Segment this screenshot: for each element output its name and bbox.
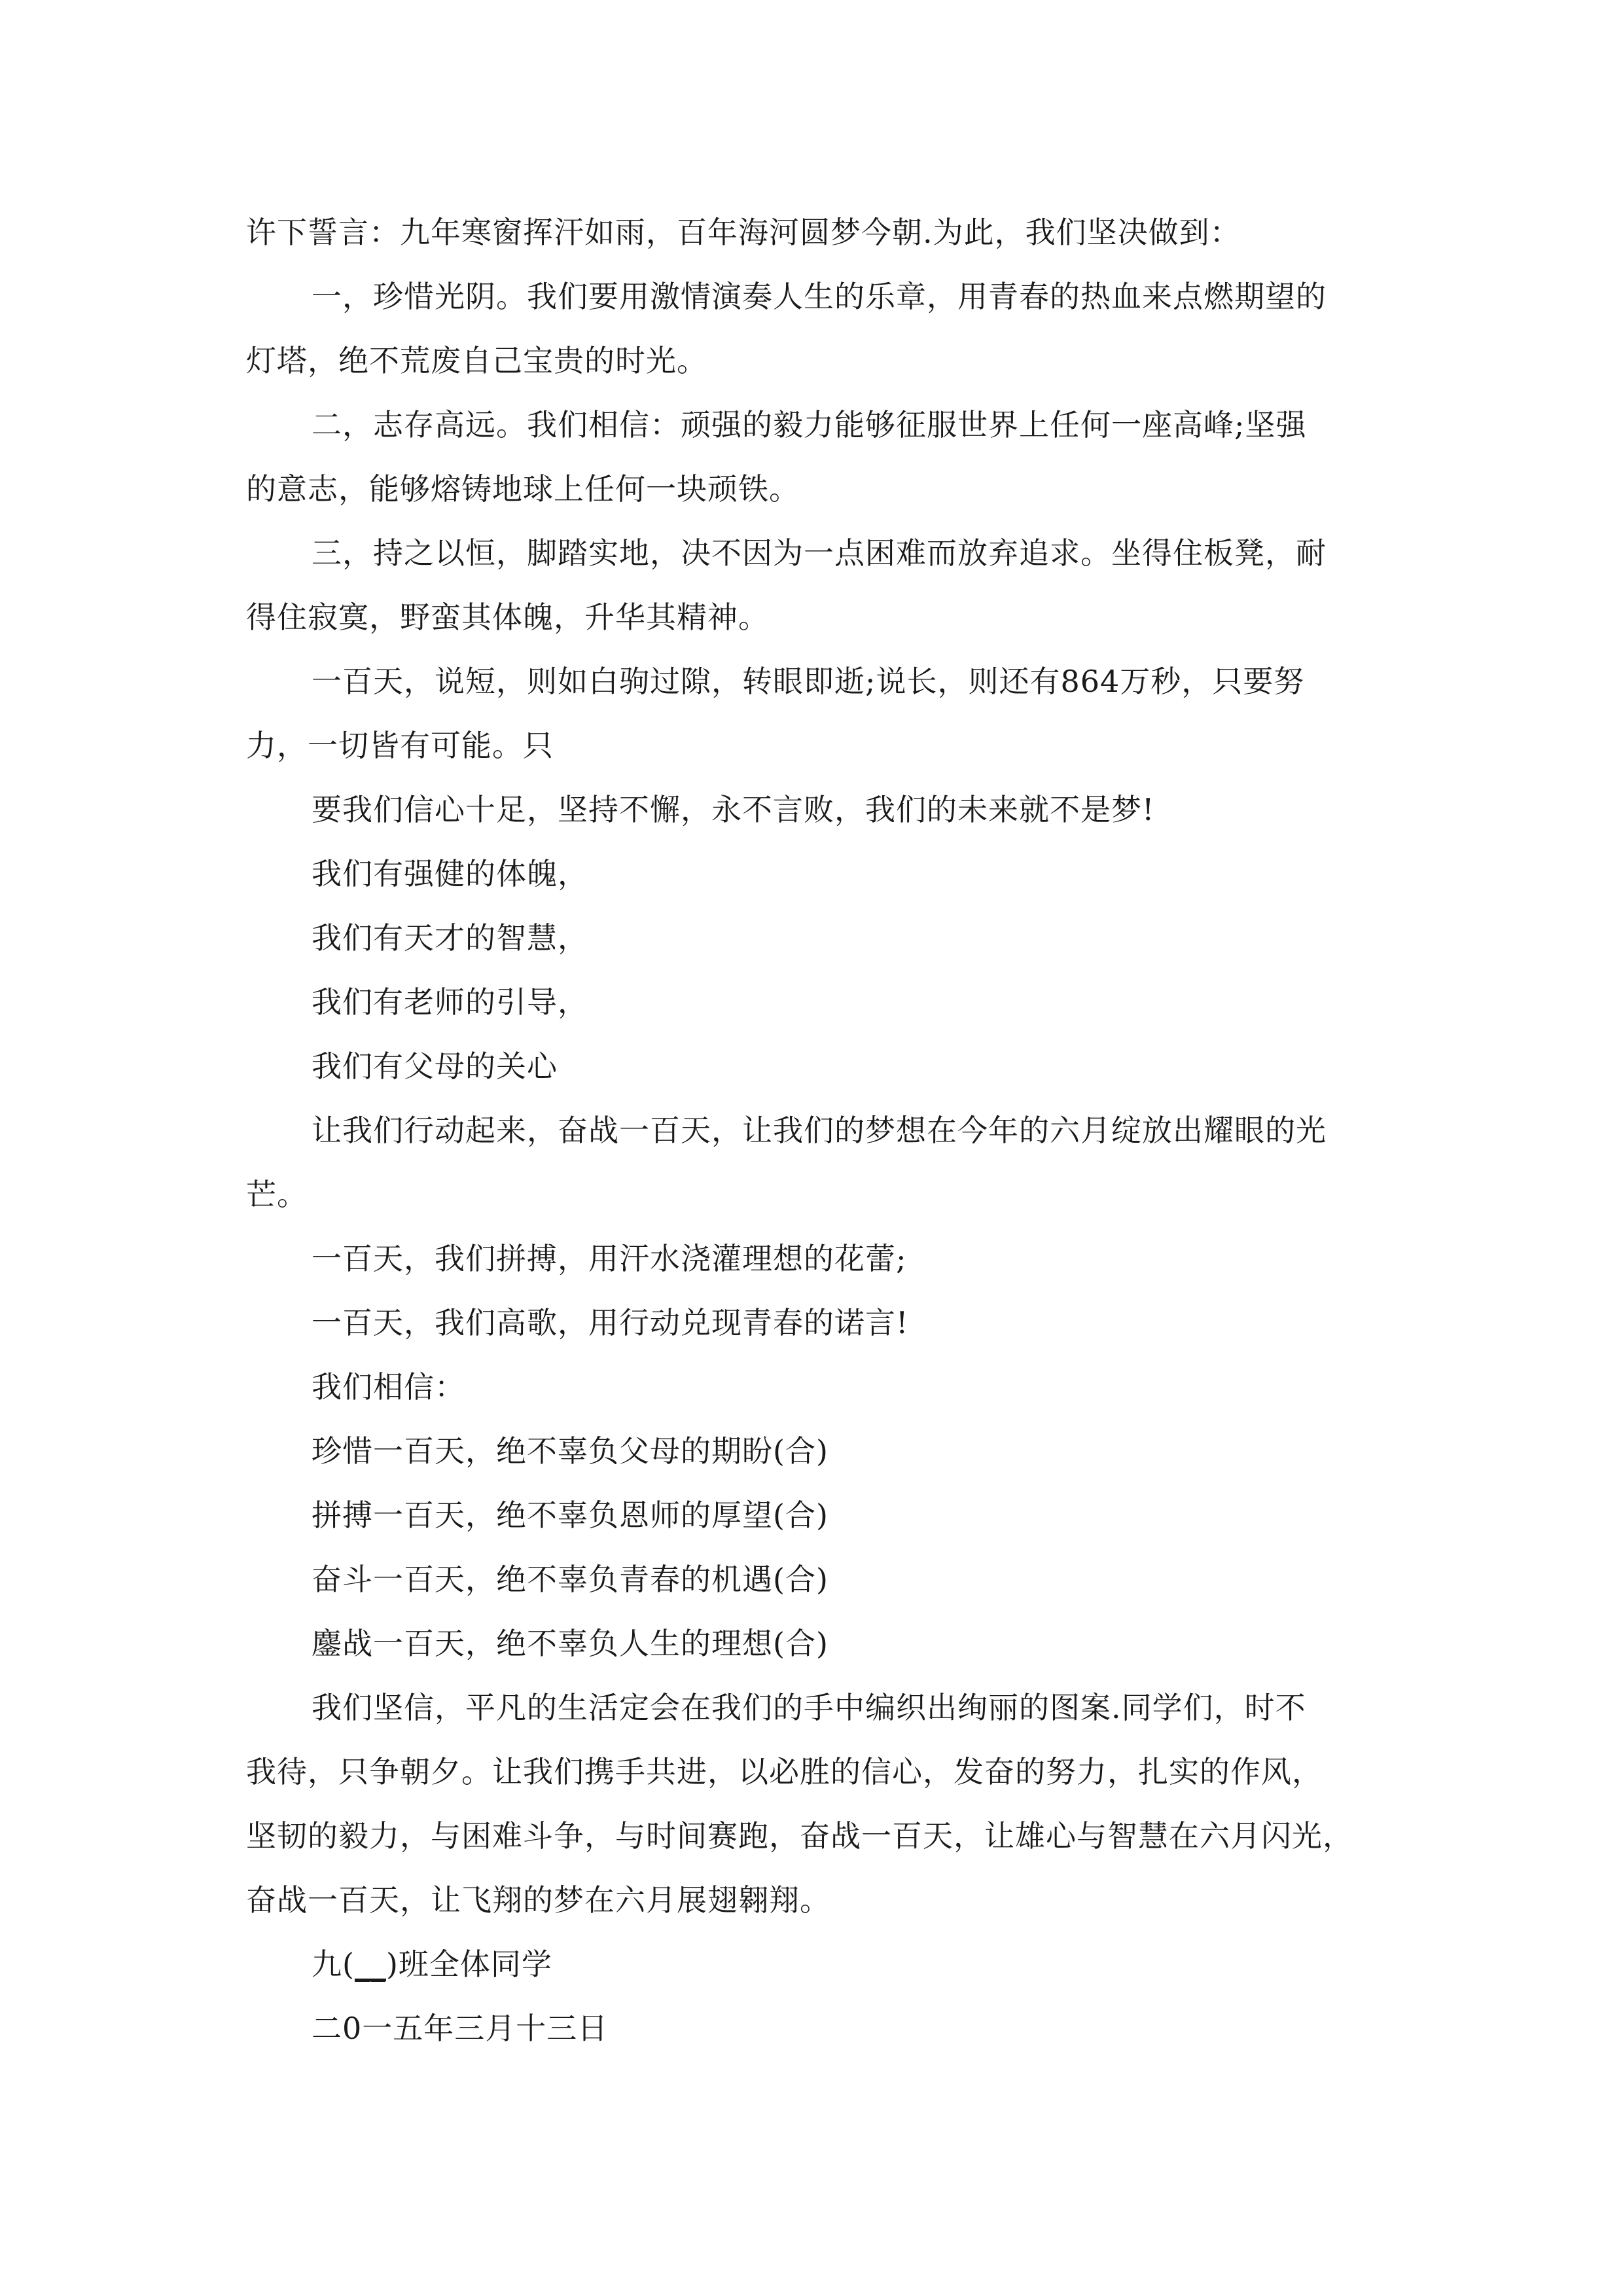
text-line: 鏖战一百天，绝不辜负人生的理想(合) bbox=[312, 1626, 829, 1661]
text-line: 的意志，能够熔铸地球上任何一块顽铁。 bbox=[246, 471, 800, 507]
text-line: 我待，只争朝夕。让我们携手共进，以必胜的信心，发奋的努力，扎实的作风， bbox=[246, 1754, 1323, 1789]
class-number-blank: __ bbox=[354, 1946, 386, 1982]
text-line: 二，志存高远。我们相信：顽强的毅力能够征服世界上任何一座高峰;坚强 bbox=[312, 407, 1307, 442]
text-line: 奋斗一百天，绝不辜负青春的机遇(合) bbox=[312, 1562, 829, 1597]
text-line: 我们坚信，平凡的生活定会在我们的手中编织出绚丽的图案.同学们，时不 bbox=[312, 1690, 1306, 1725]
text-line: 我们有天才的智慧， bbox=[312, 920, 588, 956]
text-line: 灯塔，绝不荒废自己宝贵的时光。 bbox=[246, 343, 707, 378]
text-line: 我们有父母的关心 bbox=[312, 1049, 558, 1084]
text-line: 让我们行动起来，奋战一百天，让我们的梦想在今年的六月绽放出耀眼的光 bbox=[312, 1113, 1327, 1148]
text-line: 我们有强健的体魄， bbox=[312, 856, 588, 891]
text-line: 我们有老师的引导， bbox=[312, 984, 588, 1020]
text-line: 要我们信心十足，坚持不懈，永不言败，我们的未来就不是梦! bbox=[312, 792, 1155, 827]
text-line: 得住寂寞，野蛮其体魄，升华其精神。 bbox=[246, 600, 769, 635]
text-line: 珍惜一百天，绝不辜负父母的期盼(合) bbox=[312, 1433, 829, 1469]
signature-prefix: 九( bbox=[312, 1946, 355, 1982]
date-line: 二0一五年三月十三日 bbox=[312, 2011, 609, 2046]
text-line: 坚韧的毅力，与困难斗争，与时间赛跑，奋战一百天，让雄心与智慧在六月闪光， bbox=[246, 1818, 1353, 1854]
text-line: 芒。 bbox=[246, 1177, 308, 1212]
text-line: 一百天，我们拼搏，用汗水浇灌理想的花蕾; bbox=[312, 1241, 907, 1276]
text-line: 三，持之以恒，脚踏实地，决不因为一点困难而放弃追求。坐得住板凳，耐 bbox=[312, 535, 1327, 571]
signature-line bbox=[312, 1932, 552, 1996]
text-line: 力，一切皆有可能。只 bbox=[246, 728, 554, 763]
text-line: 一百天，我们高歌，用行动兑现青春的诺言! bbox=[312, 1305, 909, 1340]
text-line: 一，珍惜光阴。我们要用激情演奏人生的乐章，用青春的热血来点燃期望的 bbox=[312, 279, 1327, 314]
text-line: 我们相信： bbox=[312, 1369, 465, 1405]
text-line: 一百天，说短，则如白驹过隙，转眼即逝;说长，则还有864万秒，只要努 bbox=[312, 664, 1305, 699]
signature-suffix: )班全体同学 bbox=[385, 1946, 552, 1982]
text-line: 拼搏一百天，绝不辜负恩师的厚望(合) bbox=[312, 1498, 829, 1533]
text-line: 奋战一百天，让飞翔的梦在六月展翅翱翔。 bbox=[246, 1882, 830, 1918]
text-line: 许下誓言：九年寒窗挥汗如雨，百年海河圆梦今朝.为此，我们坚决做到： bbox=[246, 215, 1241, 250]
